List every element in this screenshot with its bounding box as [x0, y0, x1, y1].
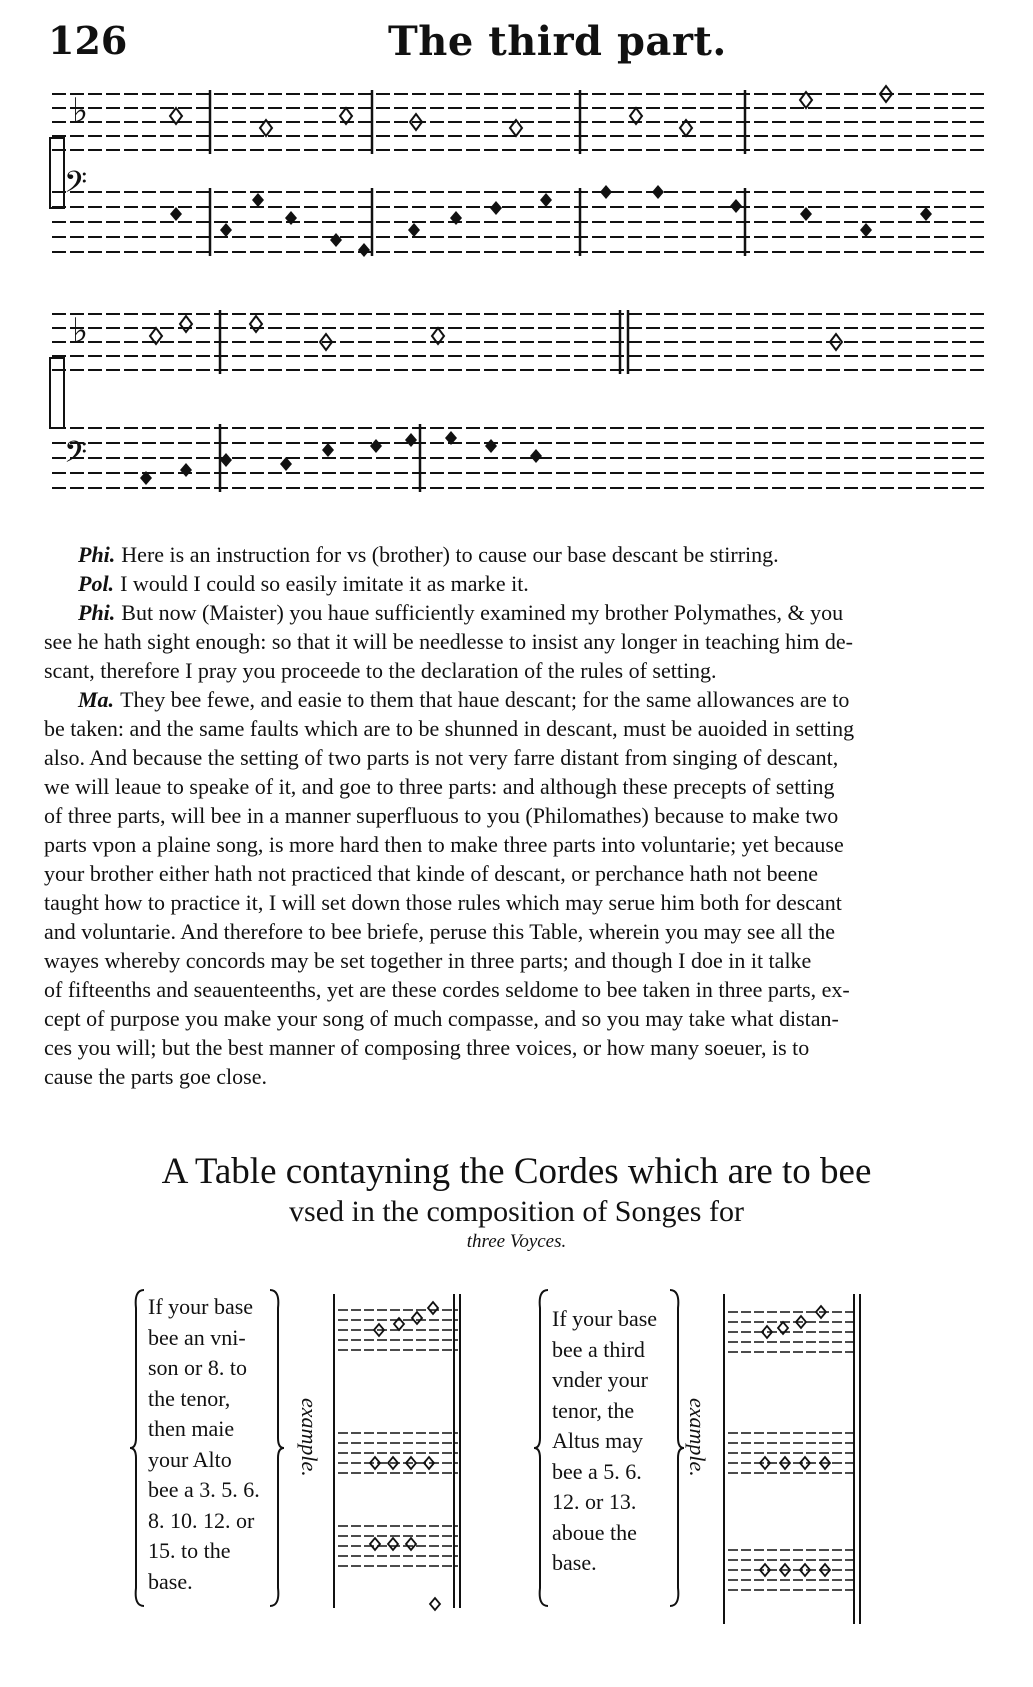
rule-1-text: If your base bee an vni- son or 8. to the tenor, then maie your Alto bee a 3. 5. 6. 8. 10. 12. or 15. to the base.: [148, 1294, 260, 1594]
dialogue-sentence: parts vpon a plaine song, is more hard then to make three parts into voluntarie; yet because: [44, 832, 844, 857]
svg-text:𝄢: 𝄢: [64, 166, 88, 207]
dialogue-paragraph: [44, 685, 994, 1091]
svg-text:𝄢: 𝄢: [64, 436, 88, 477]
table-title-line-1: A Table contayning the Cordes which are to bee: [161, 1151, 872, 1192]
music-system-2: [40, 300, 990, 520]
dialogue-sentence: see he hath sight enough: so that it will be needlesse to insist any longer in teaching him de-: [44, 629, 853, 654]
right-brace-icon: [268, 1288, 284, 1608]
speaker-name: Phi.: [78, 600, 116, 625]
dialogue-sentence: we will leaue to speake of it, and goe to three parts: and although these precepts of setting: [44, 774, 835, 799]
dialogue-sentence: and voluntarie. And therefore to bee briefe, peruse this Table, wherein you may see all the: [44, 919, 835, 944]
example-label-1: example.: [297, 1398, 322, 1477]
dialogue-sentence: be taken: and the same faults which are to be shunned in descant, must be auoided in setting: [44, 716, 855, 741]
dialogue-sentence: taught how to practice it, I will set down those rules which may serue him both for descant: [44, 890, 842, 915]
example-label-2: example.: [685, 1398, 710, 1477]
example-staves-2: [720, 1288, 870, 1628]
speaker-name: Ma.: [78, 687, 115, 712]
music-staves-2: [40, 300, 990, 520]
speaker-name: Pol.: [78, 571, 115, 596]
dialogue-sentence: They bee fewe, and easie to them that haue descant; for the same allowances are to: [120, 687, 850, 712]
dialogue-line: [44, 569, 994, 598]
dialogue-sentence: scant, therefore I pray you proceede to the declaration of the rules of setting.: [44, 658, 717, 683]
dialogue-paragraph: [44, 598, 994, 685]
dialogue-sentence: Here is an instruction for vs (brother) to cause our base descant be stirring.: [121, 542, 779, 567]
dialogue-sentence: of three parts, will bee in a manner superfluous to you (Philomathes) because to make two: [44, 803, 839, 828]
running-title: The third part.: [388, 18, 727, 65]
dialogue-sentence: your brother either hath not practiced that kinde of descant, or perchance hath not beene: [44, 861, 818, 886]
dialogue-sentence: cause the parts goe close.: [44, 1064, 267, 1089]
table-title-line-2: vsed in the composition of Songes for: [289, 1195, 744, 1228]
left-brace-icon: [130, 1288, 146, 1608]
dialogue-sentence: I would I could so easily imitate it as marke it.: [120, 571, 529, 596]
svg-text:♭: ♭: [72, 311, 89, 351]
dialogue-sentence: of fifteenths and seauenteenths, yet are these cordes seldome to bee taken in three parts, ex-: [44, 977, 850, 1002]
page-number: 126: [48, 18, 128, 63]
music-staves-1: [40, 80, 990, 285]
dialogue-line: [44, 540, 994, 569]
table-title-line-3: three Voyces.: [466, 1231, 567, 1252]
page-header: [48, 18, 998, 74]
table-title: [0, 1150, 1033, 1254]
example-staves-1: [330, 1288, 470, 1618]
dialogue-text: [44, 540, 994, 1091]
left-brace-icon: [534, 1288, 550, 1608]
rule-2-text: If your base bee a third vnder your tenor, the Altus may bee a 5. 6. 12. or 13. aboue the base.: [552, 1306, 658, 1575]
chord-rules-table: [0, 1288, 1033, 1668]
dialogue-sentence: cept of purpose you make your song of much compasse, and so you may take what distan-: [44, 1006, 839, 1031]
dialogue-sentence: also. And because the setting of two parts is not very farre distant from singing of descant,: [44, 745, 839, 770]
speaker-name: Phi.: [78, 542, 116, 567]
music-system-1: [40, 80, 990, 285]
dialogue-sentence: wayes whereby concords may be set together in three parts; and though I doe in it talke: [44, 948, 812, 973]
dialogue-sentence: But now (Maister) you haue sufficiently examined my brother Polymathes, & you: [121, 600, 844, 625]
svg-text:♭: ♭: [72, 91, 89, 131]
dialogue-sentence: ces you will; but the best manner of composing three voices, or how many soeuer, is to: [44, 1035, 810, 1060]
right-brace-icon: [668, 1288, 684, 1608]
